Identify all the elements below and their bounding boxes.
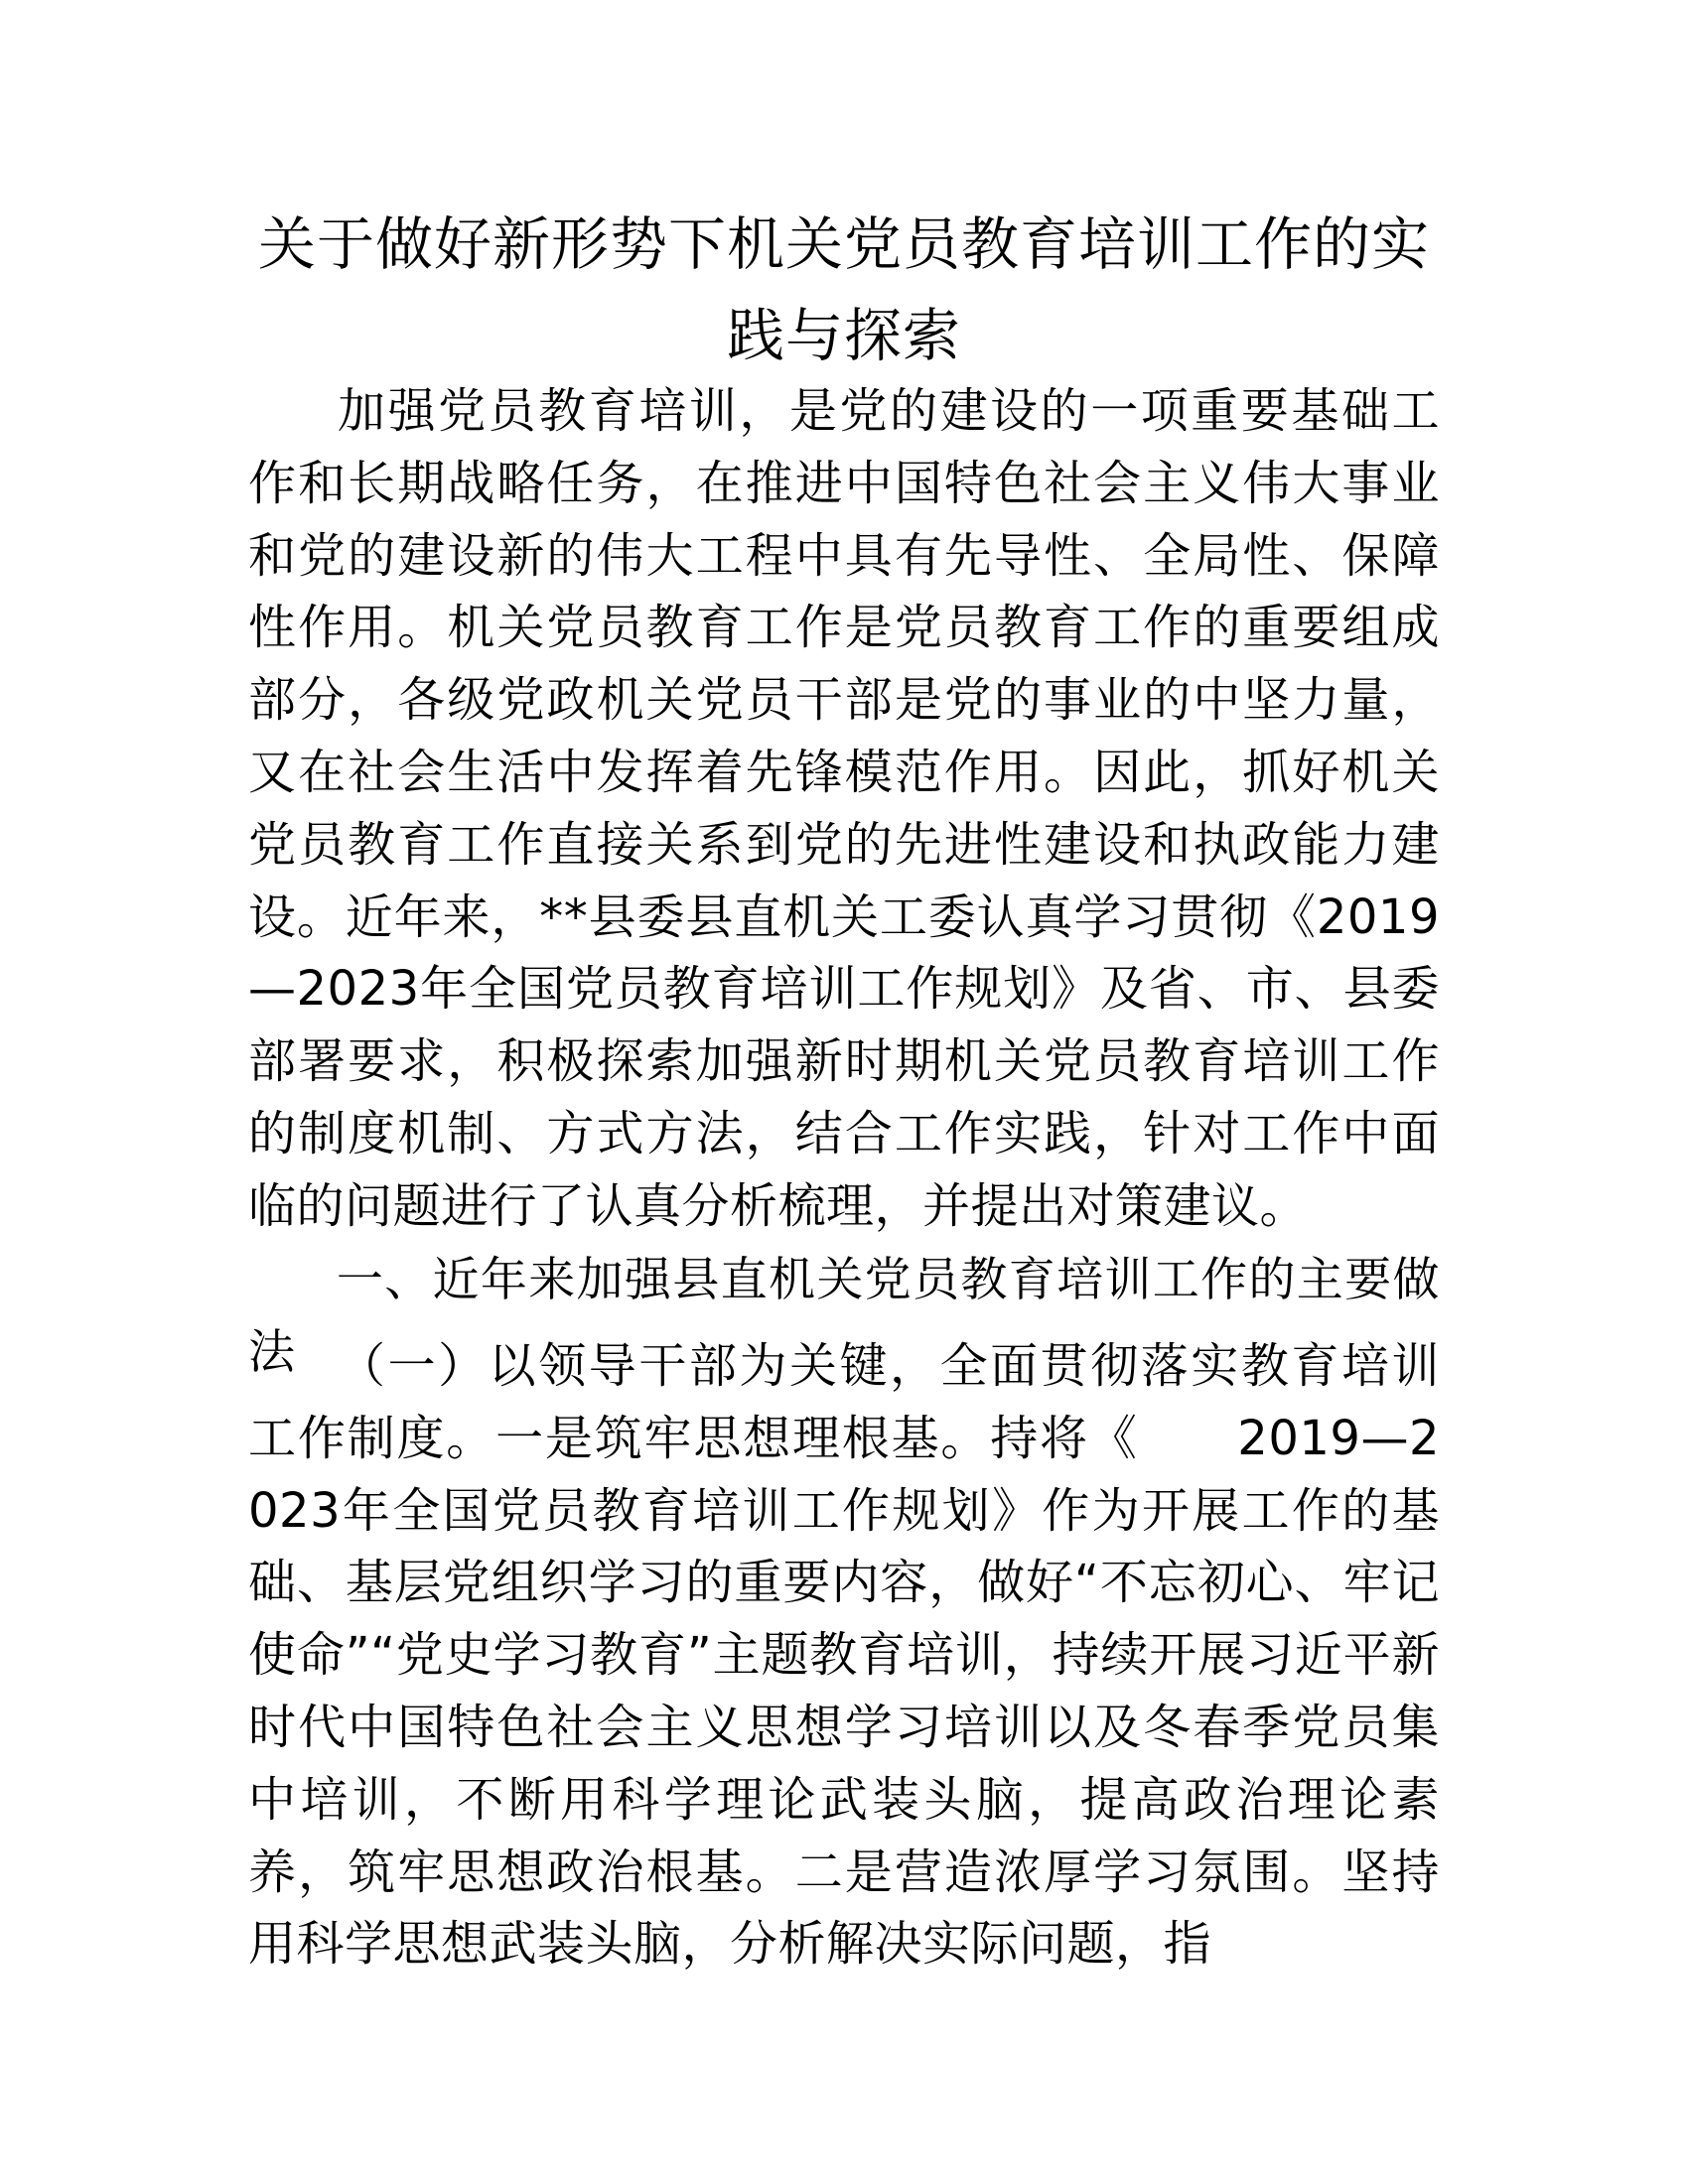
body-paragraph-text: （一）以领导干部为关键，全面贯彻落实教育培训工作制度。一是筑牢思想理根基。持将《 2019—2023年全国党员教育培训工作规划》作为开展工作的基础、基层党组织学习的重要内容，做好“不忘初心、牢记使命”“党史学习教育”主题教育培训，持续开展习近平新时代中国特色社会主义思想学习培训以及冬春季党员集中培训，不断用科学理论武装头脑，提高政治理论素养，筑牢思想政治根基。二是营造浓厚学习氛围。坚持用科学思想武装头脑，分析解决实际问题，指 [248,1338,1440,1973]
intro-paragraph [248,375,1440,1243]
intro-paragraph-text: 加强党员教育培训，是党的建设的一项重要基础工作和长期战略任务，在推进中国特色社会主义伟大事业和党的建设新的伟大工程中具有先导性、全局性、保障性作用。机关党员教育工作是党员教育工作的重要组成部分，各级党政机关党员干部是党的事业的中坚力量，又在社会生活中发挥着先锋模范作用。因此，抓好机关党员教育工作直接关系到党的先进性建设和执政能力建设。近年来，**县委县直机关工委认真学习贯彻《2019—2023年全国党员教育培训工作规划》及省、市、县委部署要求，积极探索加强新时期机关党员教育培训工作的制度机制、方式方法，结合工作实践，针对工作中面临的问题进行了认真分析梳理，并提出对策建议。 [248,383,1440,1234]
title-line-2: 践与探索 [726,302,961,369]
document-title [248,199,1440,381]
section-heading-text: 一、近年来加强县直机关党员教育培训工作的主要做法 [248,1253,1440,1380]
title-line-1: 关于做好新形势下机关党员教育培训工作的实 [257,210,1430,278]
body-paragraph [248,1330,1440,1980]
